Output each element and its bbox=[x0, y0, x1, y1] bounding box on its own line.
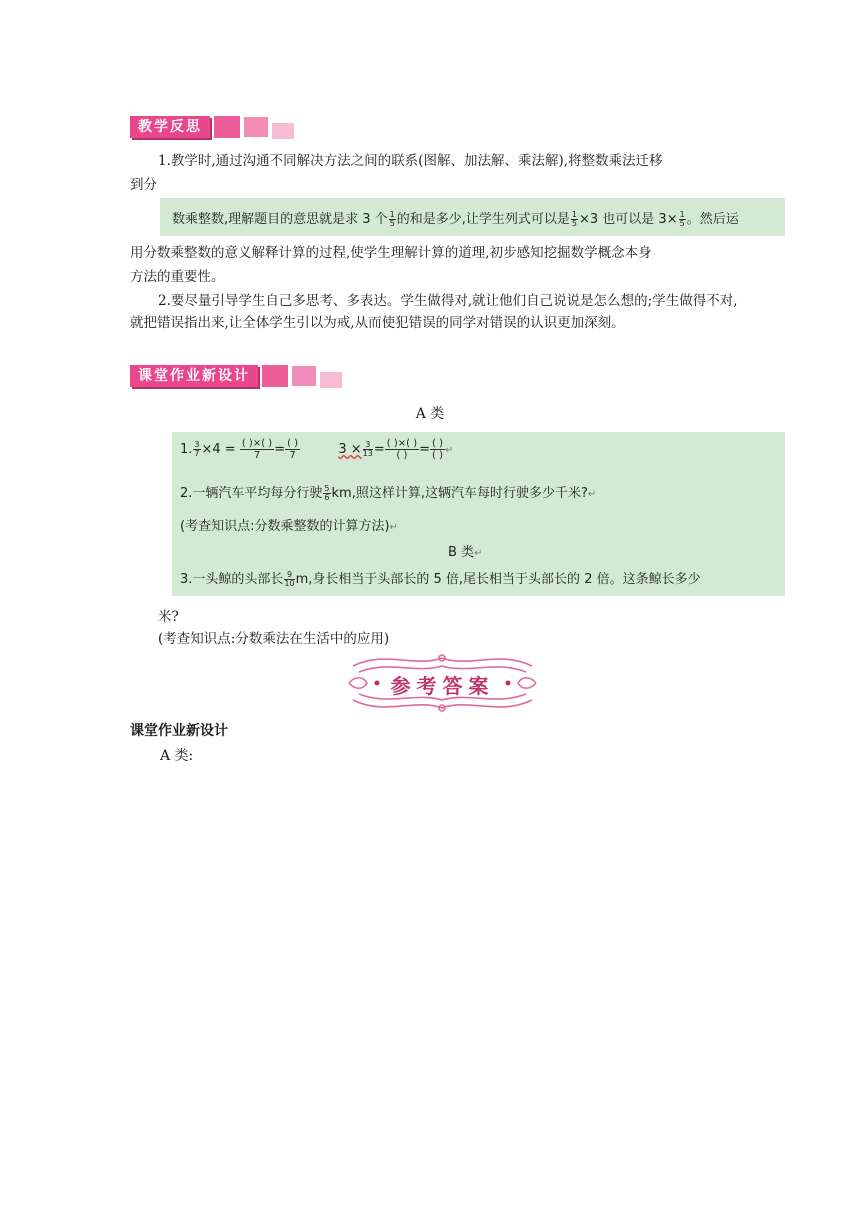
answers-heading: 课堂作业新设计 bbox=[130, 723, 228, 739]
q1-times: ×4 = bbox=[201, 442, 236, 457]
equals-sign: = bbox=[274, 442, 286, 457]
fraction bbox=[679, 211, 686, 228]
q1-prefix: 1. bbox=[180, 442, 193, 457]
decor-square bbox=[214, 116, 240, 138]
blank-bottom: 7 bbox=[253, 450, 261, 461]
fraction-denominator: 13 bbox=[362, 449, 373, 458]
box-text-a: 数乘整数,理解题目的意思就是求 3 个 bbox=[172, 212, 388, 227]
blank-top: ( ) bbox=[432, 438, 443, 449]
fraction-denominator: 7 bbox=[194, 449, 200, 458]
answers-banner bbox=[345, 648, 540, 718]
q2-note-text: (考查知识点:分数乘整数的计算方法) bbox=[180, 519, 390, 534]
fraction-denominator: 5 bbox=[389, 219, 395, 228]
reflection-p1-line4: 方法的重要性。 bbox=[130, 269, 225, 285]
return-mark-icon: ↵ bbox=[474, 548, 483, 559]
answers-banner-title: 参考答案 bbox=[390, 674, 495, 698]
answer-blank bbox=[385, 438, 419, 461]
fraction bbox=[323, 485, 330, 502]
q2-text-b: km,照这样计算,这辆汽车每时行驶多少千米? bbox=[331, 486, 588, 501]
return-mark-icon: ↵ bbox=[587, 489, 597, 500]
question-3-note: (考查知识点:分数乘法在生活中的应用) bbox=[158, 631, 390, 647]
blank-top: ( )×( ) bbox=[386, 438, 418, 449]
reflection-section-header bbox=[130, 115, 294, 139]
decor-square bbox=[292, 366, 316, 386]
class-b-heading bbox=[448, 541, 482, 560]
q1b-prefix: 3 × bbox=[338, 442, 362, 457]
equals-sign: = bbox=[373, 442, 385, 457]
homework-title: 课堂作业新设计 bbox=[130, 365, 258, 387]
fraction bbox=[389, 211, 396, 228]
question-1 bbox=[180, 438, 453, 461]
question-3 bbox=[180, 568, 701, 588]
fraction bbox=[193, 441, 200, 458]
q2-text-a: 2.一辆汽车平均每分行驶 bbox=[180, 486, 323, 501]
answer-blank bbox=[430, 438, 445, 461]
blank-top: ( ) bbox=[287, 438, 299, 449]
q3-text-b: m,身长相当于头部长的 5 倍,尾长相当于头部长的 2 倍。这条鲸长多少 bbox=[295, 572, 701, 587]
class-a-heading: A 类 bbox=[415, 406, 445, 422]
fraction-numerator: 5 bbox=[324, 484, 330, 493]
reflection-title: 教学反思 bbox=[130, 116, 210, 138]
answers-class-a: A 类: bbox=[160, 748, 194, 764]
reflection-p1-line2: 到分 bbox=[130, 177, 157, 193]
return-mark-icon: ↵ bbox=[389, 522, 398, 533]
fraction-denominator: 5 bbox=[679, 219, 685, 228]
fraction bbox=[284, 571, 294, 588]
decor-square bbox=[244, 117, 268, 137]
reflection-p1-line3: 用分数乘整数的意义解释计算的过程,使学生理解计算的道理,初步感知挖掘数学概念本身 bbox=[130, 245, 652, 261]
class-b-text: B 类 bbox=[448, 545, 475, 560]
fraction-numerator: 3 bbox=[363, 441, 373, 450]
fraction bbox=[571, 211, 578, 228]
box-text-d: 。然后运 bbox=[686, 212, 739, 227]
fraction-numerator: 1 bbox=[389, 210, 395, 219]
fraction-numerator: 1 bbox=[571, 210, 577, 219]
decor-square bbox=[262, 365, 288, 387]
homework-section-header bbox=[130, 364, 342, 388]
q3-text-a: 3.一头鲸的头部长 bbox=[180, 572, 284, 587]
question-2 bbox=[180, 482, 596, 502]
decor-square bbox=[320, 372, 342, 388]
box-text-b: 的和是多少,让学生列式可以是 bbox=[396, 212, 570, 227]
fraction-numerator: 1 bbox=[679, 210, 685, 219]
blank-bottom: 7 bbox=[289, 450, 296, 461]
fraction bbox=[363, 441, 373, 458]
blank-top: ( )×( ) bbox=[241, 438, 273, 449]
fraction-denominator: 5 bbox=[571, 219, 577, 228]
question-2-note bbox=[180, 515, 398, 534]
fraction-denominator: 10 bbox=[284, 579, 295, 588]
answer-blank bbox=[240, 438, 274, 461]
reflection-p1-line1: 1.教学时,通过沟通不同解决方法之间的联系(图解、加法解、乘法解),将整数乘法迁移 bbox=[158, 153, 663, 169]
answer-blank bbox=[285, 438, 300, 461]
reflection-highlight-text bbox=[172, 208, 739, 228]
fraction-numerator: 3 bbox=[194, 440, 200, 449]
equals-sign: = bbox=[419, 442, 430, 457]
box-text-c: ×3 也可以是 3× bbox=[579, 212, 678, 227]
blank-bottom: ( ) bbox=[396, 450, 408, 461]
fraction-denominator: 6 bbox=[324, 493, 330, 502]
fraction-numerator: 9 bbox=[284, 571, 294, 580]
decor-square bbox=[272, 123, 294, 139]
return-mark-icon: ↵ bbox=[444, 445, 454, 456]
question-3-continuation: 米? bbox=[158, 609, 179, 625]
blank-bottom: ( ) bbox=[432, 450, 443, 461]
reflection-p2: 2.要尽量引导学生自己多思考、多表达。学生做得对,就让他们自己说说是怎么想的;学生做得不对,就把错误指出来,让全体学生引以为戒,从而使犯错误的同学对错误的认识更加深刻。 bbox=[130, 293, 738, 331]
